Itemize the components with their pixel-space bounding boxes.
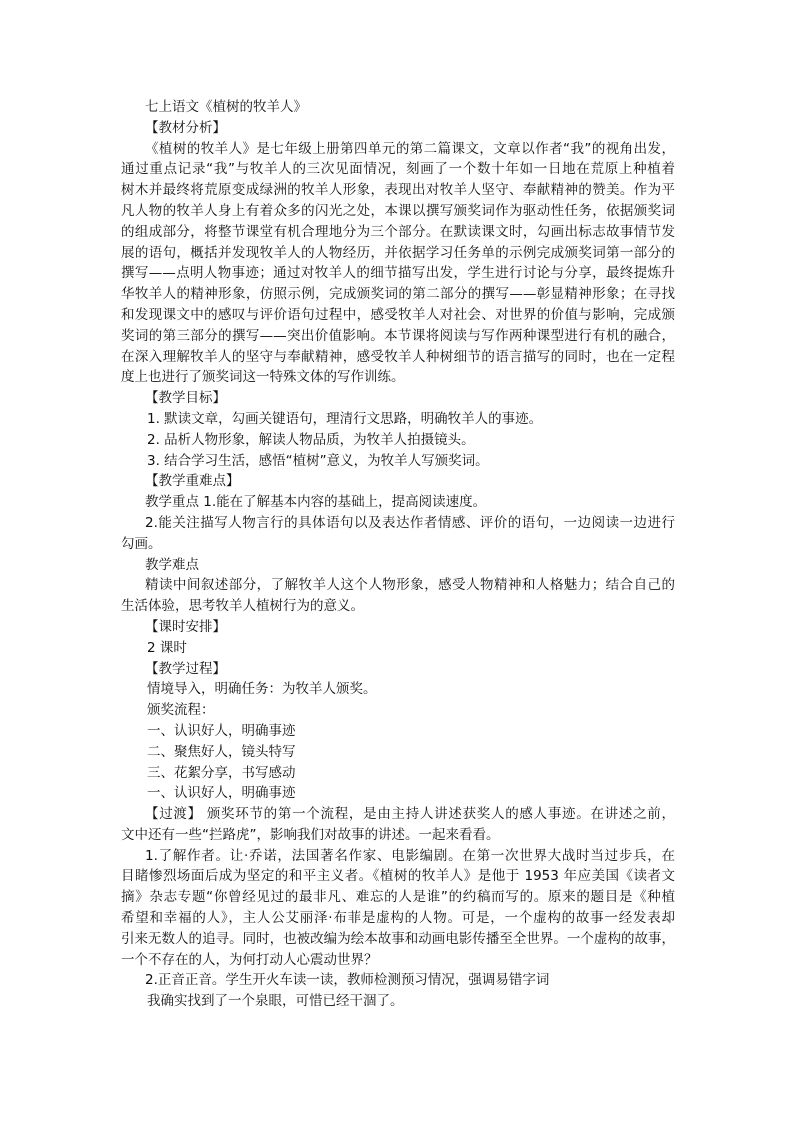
analysis-line: 树木并最终将荒原变成绿洲的牧羊人形象，表现出对牧羊人坚守、奉献精神的赞美。作为平: [121, 182, 675, 199]
heading-goals: 【教学目标】: [145, 390, 226, 407]
difficulty-label: 教学难点: [145, 556, 199, 573]
transition-line: 【过渡】 颁奖环节的第一个流程，是由主持人讲述获奖人的感人事迹。在讲述之前，: [145, 806, 675, 823]
keypoint-item: 2.能关注描写人物言行的具体语句以及表达作者情感、评价的语句，一边阅读一边进行: [145, 514, 675, 531]
transition-line: 文中还有一些“拦路虎”，影响我们对故事的讲述。一起来看看。: [121, 826, 500, 843]
author-line: 希望和幸福的人》，主人公艾丽泽·布菲是虚构的人物。可是，一个虚构的故事一经发表却: [121, 910, 675, 927]
flow-item: 三、花絮分享，书写感动: [147, 764, 296, 781]
analysis-line: 展的语句，概括并发现牧羊人的人物经历，并依据学习任务单的示例完成颁奖词第一部分的: [121, 244, 675, 261]
analysis-line: 奖词的第三部分的撰写——突出价值影响。本节课将阅读与写作两种课型进行有机的融合，: [121, 327, 675, 344]
analysis-line: 度上也进行了颁奖词这一特殊文体的写作训练。: [121, 369, 405, 386]
author-paragraph: [121, 846, 675, 971]
analysis-line: 通过重点记录“我”与牧羊人的三次见面情况，刻画了一个数十年如一日地在荒原上种植着: [121, 161, 675, 178]
author-line: 1.了解作者。让·乔诺，法国著名作家、电影编剧。在第一次世界大战时当过步兵，在: [145, 847, 675, 864]
analysis-line: 凡人物的牧羊人身上有着众多的闪光之处，本课以撰写颁奖词作为驱动性任务，依据颁奖词: [121, 202, 675, 219]
process-intro: 情境导入，明确任务：为牧羊人颁奖。: [147, 681, 377, 698]
schedule-value: 2 课时: [147, 639, 187, 656]
keypoint-item: 教学重点 1.能在了解基本内容的基础上，提高阅读速度。: [145, 494, 487, 511]
analysis-paragraph: [121, 139, 675, 389]
heading-analysis: 【教材分析】: [145, 119, 226, 136]
difficulty-line: 生活体验，思考牧羊人植树行为的意义。: [121, 598, 364, 615]
flow-item: 一、认识好人，明确事迹: [147, 722, 296, 739]
goal-item: 3. 结合学习生活，感悟“植树”意义，为牧羊人写颁奖词。: [147, 452, 489, 469]
author-line: 摘》杂志专题“你曾经见过的最非凡、难忘的人是谁”的约稿而写的。原来的题目是《种植: [121, 889, 675, 906]
analysis-line: 华牧羊人的精神形象，仿照示例，完成颁奖词的第二部分的撰写——彰显精神形象；在寻找: [121, 286, 675, 303]
document-title: 七上语文《植树的牧羊人》: [145, 99, 307, 115]
flow-item: 一、认识好人，明确事迹: [147, 785, 296, 802]
analysis-line: 在深入理解牧羊人的坚守与奉献精神，感受牧羊人种树细节的语言描写的同时，也在一定程: [121, 348, 675, 365]
analysis-line: 《植树的牧羊人》是七年级上册第四单元的第二篇课文，文章以作者“我”的视角出发，: [145, 140, 675, 157]
heading-process: 【教学过程】: [145, 660, 226, 677]
analysis-line: 的组成部分，将整节课堂有机合理地分为三个部分。在默读课文时，勾画出标志故事情节发: [121, 223, 675, 240]
example-sentence: 我确实找到了一个泉眼，可惜已经干涸了。: [147, 993, 404, 1010]
goal-item: 1. 默读文章，勾画关键语句，理清行文思路，明确牧羊人的事迹。: [147, 410, 543, 427]
author-line: 目睹惨烈场面后成为坚定的和平主义者。《植树的牧羊人》是他于 1953 年应美国《读者文: [121, 868, 675, 885]
heading-keypoints: 【教学重难点】: [145, 473, 240, 490]
analysis-line: 和发现课文中的感叹与评价语句过程中，感受牧羊人对社会、对世界的价值与影响，完成颁: [121, 306, 675, 323]
author-line: 引来无数人的追寻。同时，也被改编为绘本故事和动画电影传播至全世界。一个虚构的故事，: [121, 930, 675, 947]
difficulty-line: 精读中间叙述部分，了解牧羊人这个人物形象，感受人物精神和人格魅力；结合自己的: [145, 577, 675, 594]
keypoint-item: 勾画。: [121, 535, 162, 552]
flow-item: 二、聚焦好人，镜头特写: [147, 743, 296, 760]
goal-item: 2. 品析人物形象，解读人物品质，为牧羊人拍摄镜头。: [147, 431, 475, 448]
analysis-line: 撰写——点明人物事迹；通过对牧羊人的细节描写出发，学生进行讨论与分享，最终提炼升: [121, 265, 675, 282]
flow-label: 颁奖流程：: [147, 702, 215, 719]
author-line: 一个不存在的人，为何打动人心震动世界？: [121, 951, 378, 968]
pronunciation-line: 2.正音正音。学生开火车读一读，教师检测预习情况，强调易错字词: [145, 972, 550, 989]
heading-schedule: 【课时安排】: [145, 618, 226, 635]
document-page: [121, 97, 675, 1012]
